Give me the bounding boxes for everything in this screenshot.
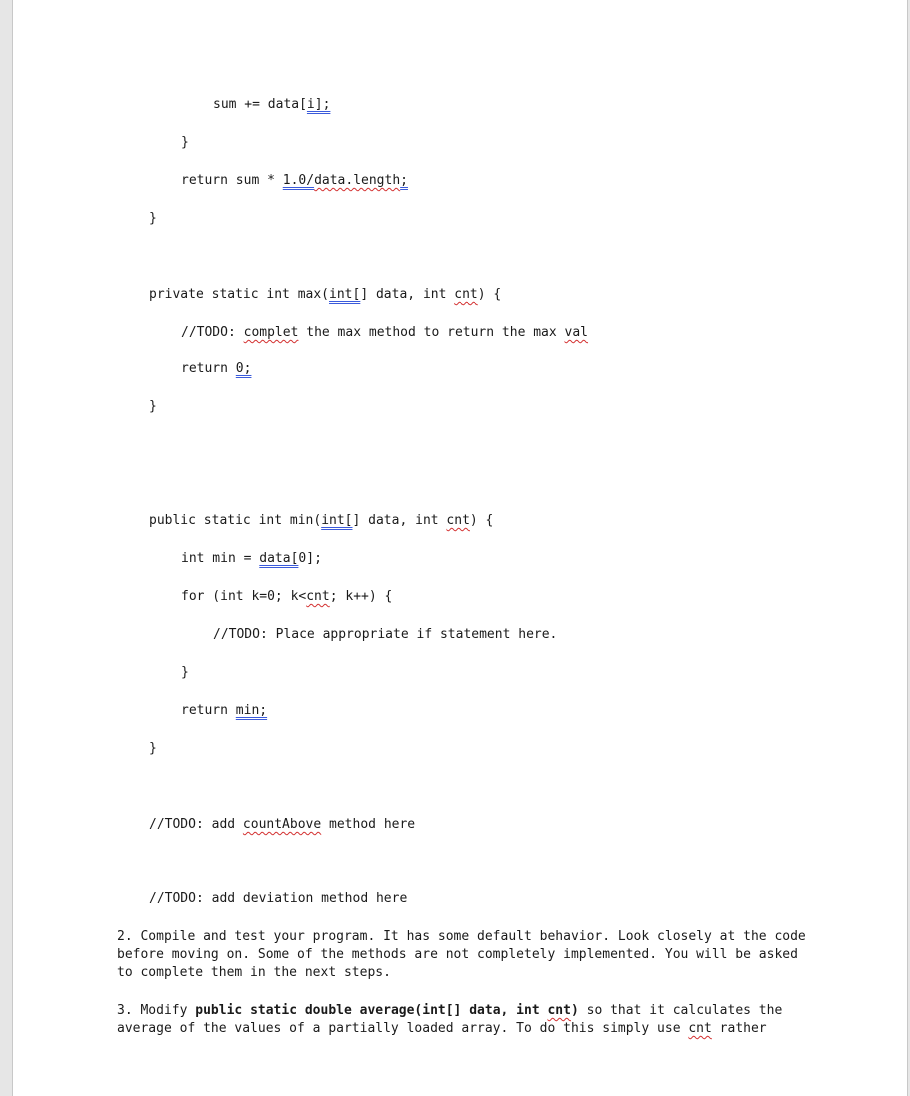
grammar-mark: 0;	[235, 361, 252, 376]
code-line: sum += data[i];	[213, 97, 331, 112]
grammar-mark: int[	[329, 287, 361, 302]
code-line: //TODO: complet the max method to return the max val	[181, 325, 589, 340]
grammar-mark: data[	[259, 551, 299, 566]
grammar-mark: i];	[306, 97, 331, 112]
code-line: return 0;	[181, 361, 252, 376]
code-line: }	[181, 135, 189, 150]
code-line: }	[181, 665, 189, 680]
spelling-mark: cnt	[306, 589, 330, 604]
code-line: //TODO: Place appropriate if statement here.	[213, 627, 558, 642]
code-line: //TODO: add countAbove method here	[149, 817, 416, 832]
spelling-mark: val	[564, 325, 589, 340]
grammar-mark: 1.0/	[282, 173, 315, 188]
document-page	[12, 0, 908, 1096]
spelling-mark: cnt	[454, 287, 478, 302]
spelling-mark: cnt	[547, 1003, 571, 1018]
code-line: return sum * 1.0/data.length;	[181, 173, 408, 188]
grammar-mark: ;	[400, 173, 408, 188]
code-line: public static int min(int[] data, int cnt) {	[149, 513, 494, 528]
spelling-mark: data.length	[314, 173, 401, 188]
code-line: private static int max(int[] data, int cnt) {	[149, 287, 502, 302]
code-line: }	[149, 211, 157, 226]
code-line: }	[149, 399, 157, 414]
code-line: return min;	[181, 703, 268, 718]
step-2-paragraph: 2. Compile and test your program. It has some default behavior. Look closely at the code before moving on. Some of the methods are not completely implemented. You will be asked to complete them in the next steps.	[117, 929, 806, 980]
step-3-paragraph: 3. Modify public static double average(int[] data, int cnt) so that it calculates the average of the values of a partially loaded array. To do this simply use cnt rather	[117, 1003, 783, 1036]
code-line: //TODO: add deviation method here	[149, 891, 408, 906]
code-line: int min = data[0];	[181, 551, 322, 566]
grammar-mark: int[	[321, 513, 353, 528]
code-line: for (int k=0; k<cnt; k++) {	[181, 589, 393, 604]
spelling-mark: countAbove	[242, 817, 322, 832]
code-line: }	[149, 741, 157, 756]
spelling-mark: cnt	[446, 513, 470, 528]
spelling-mark: complet	[243, 325, 299, 340]
grammar-mark: min;	[235, 703, 268, 718]
spelling-mark: cnt	[688, 1021, 712, 1036]
